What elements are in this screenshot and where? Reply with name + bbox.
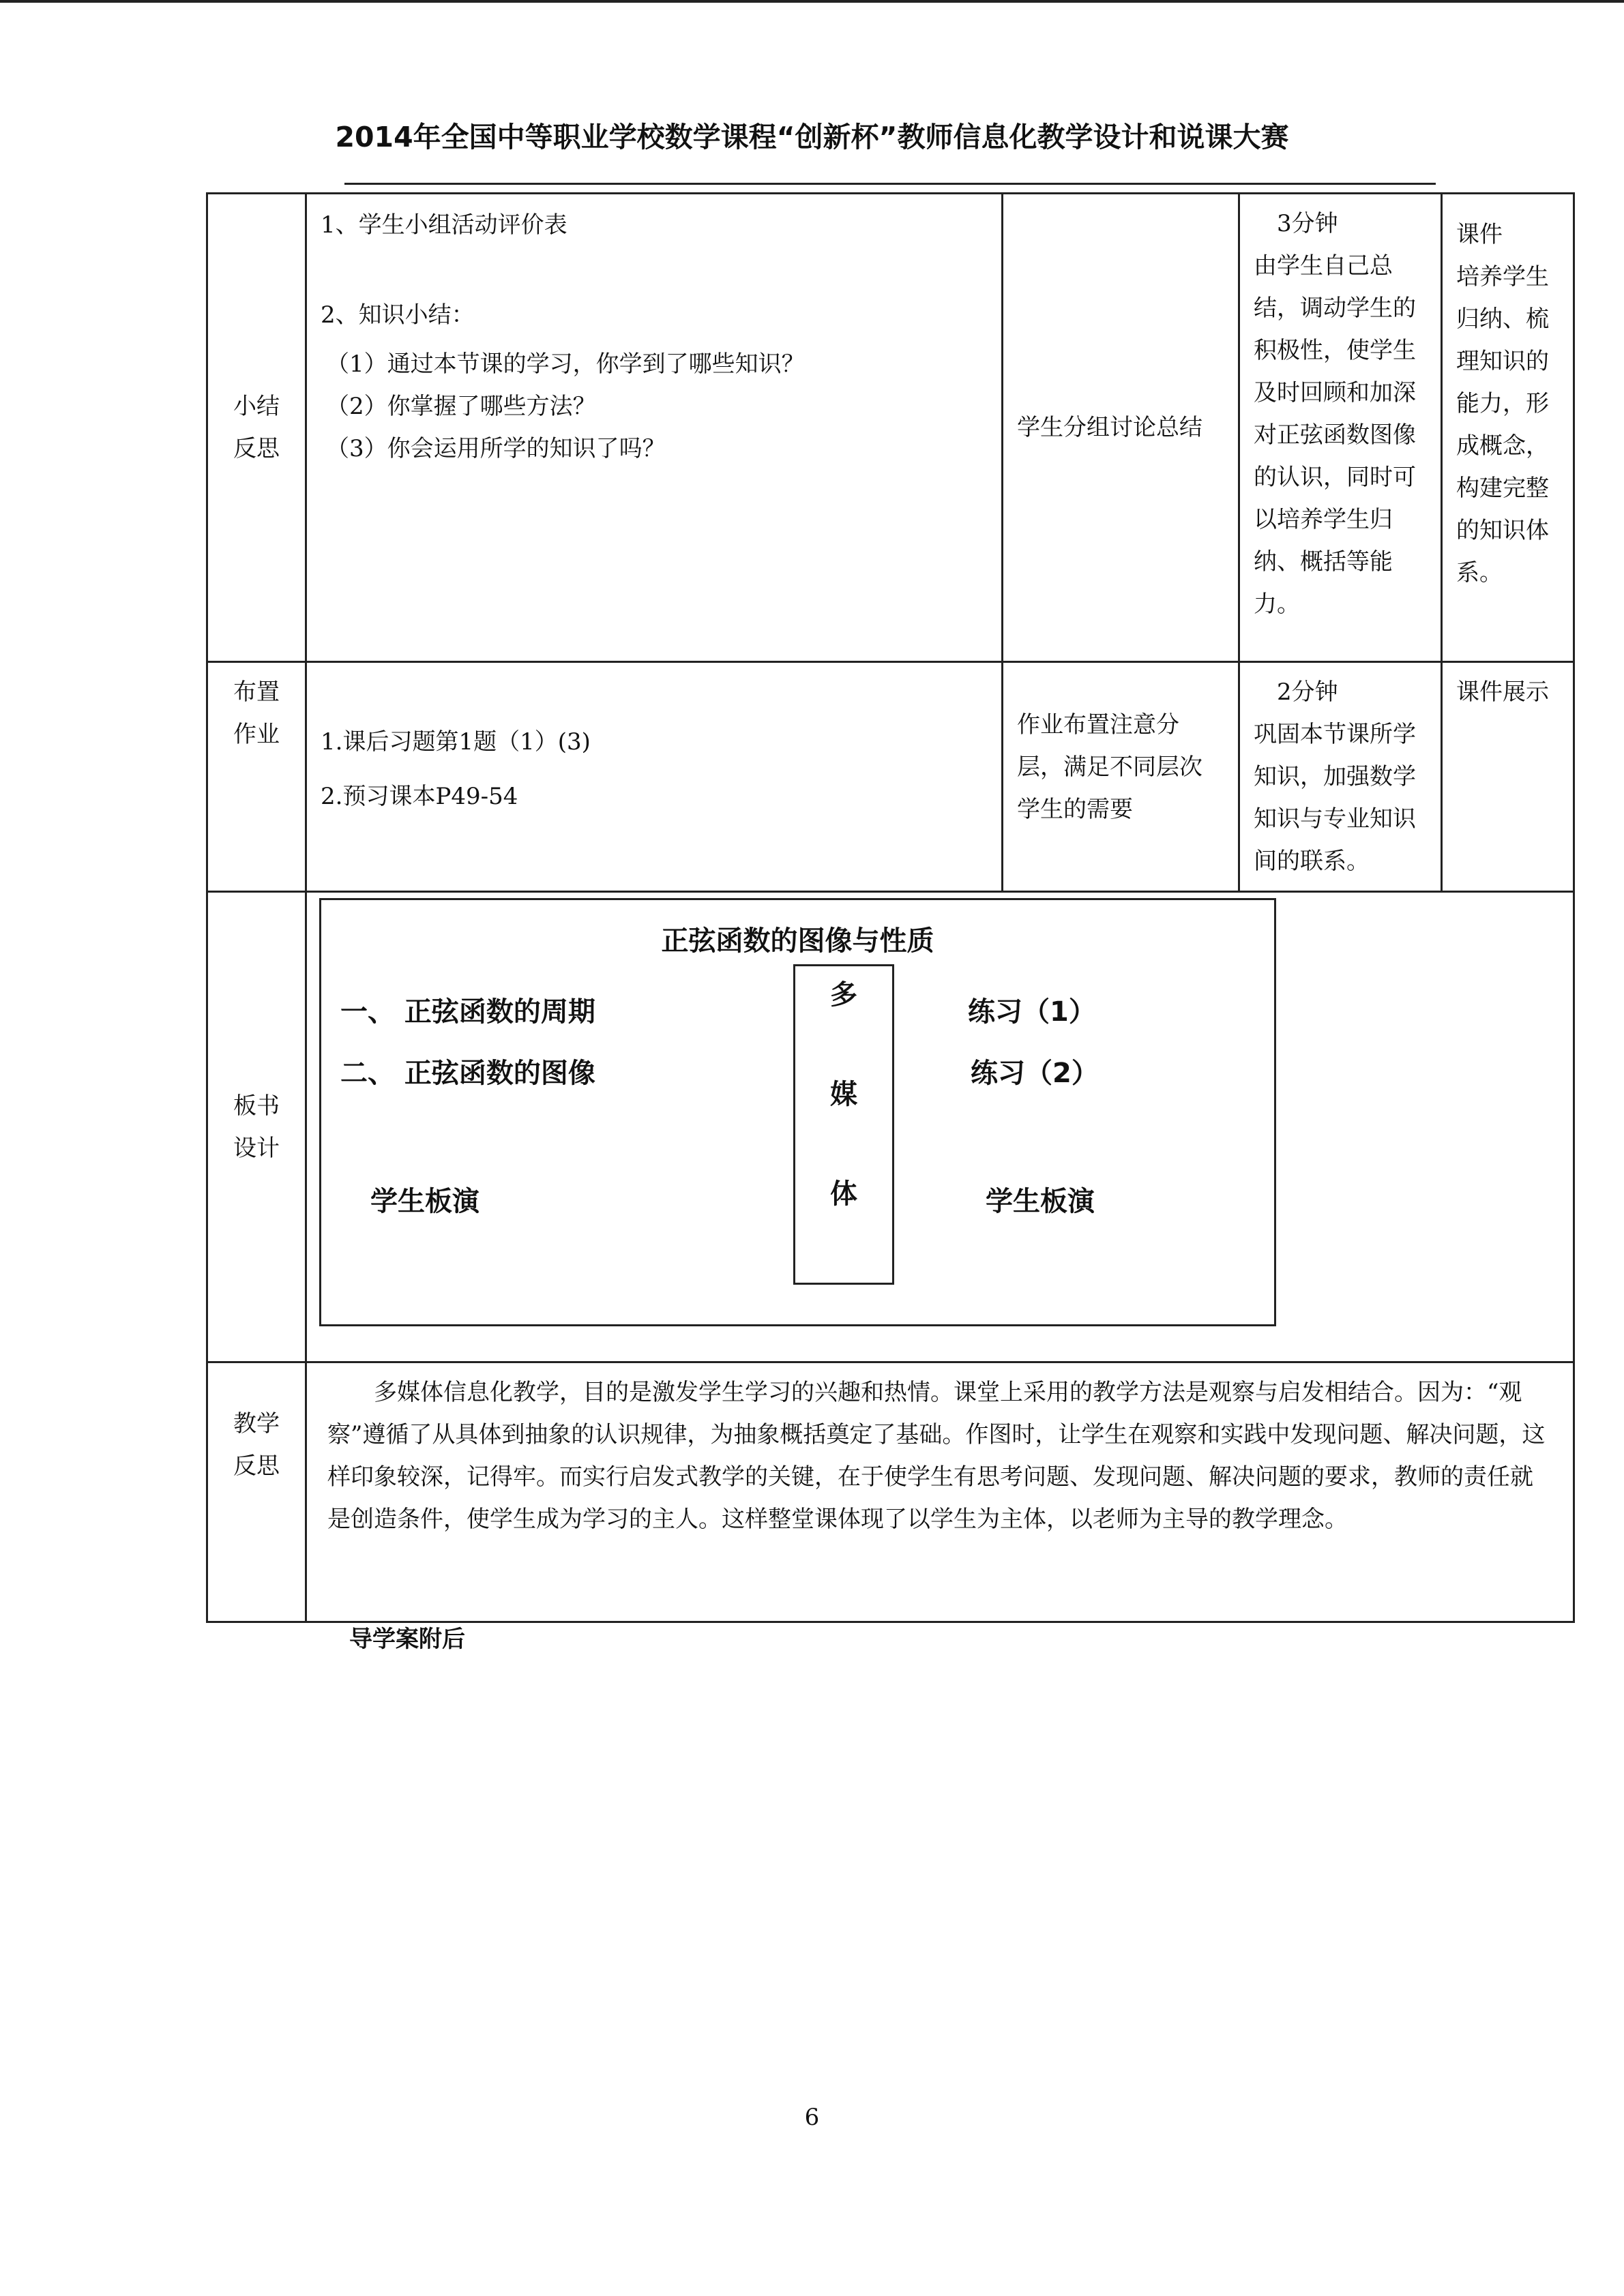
summary-time: 3分钟	[1277, 210, 1338, 237]
reflection-text-cell	[306, 1362, 1574, 1622]
homework-item-2: 2.预习课本P49-54	[321, 783, 518, 810]
summary-intent	[1239, 194, 1442, 662]
summary-sub-2: （2）你掌握了哪些方法？	[326, 393, 596, 420]
media-char-3: 体	[830, 1178, 857, 1210]
board-right-item-3: 学生板演	[986, 1186, 1095, 1217]
board-right-item-1: 练习（1）	[968, 996, 1096, 1028]
board-title: 正弦函数的图像与性质	[661, 925, 934, 957]
page-number: 6	[804, 2104, 820, 2131]
appendix-note: 导学案附后	[349, 1626, 465, 1653]
board-media-box	[793, 964, 894, 1285]
homework-student-activity: 作业布置注意分层，满足不同层次学生的需要	[1003, 662, 1239, 892]
reflection-label: 教学 反思	[207, 1362, 306, 1622]
board-design-box	[319, 898, 1276, 1326]
homework-row	[207, 662, 1574, 892]
board-left-item-2: 二、 正弦函数的图像	[340, 1058, 595, 1089]
summary-sub-1: （1）通过本节课的学习，你学到了哪些知识？	[326, 351, 805, 378]
homework-item-1: 1.课后习题第1题（1）(3)	[321, 728, 591, 756]
summary-label: 小结 反思	[207, 194, 306, 662]
homework-label: 布置 作业	[207, 662, 306, 892]
summary-media-text: 培养学生归纳、梳理知识的能力，形成概念，构建完整的知识体系。	[1456, 263, 1549, 586]
board-left-item-3: 学生板演	[370, 1186, 479, 1217]
homework-time: 2分钟	[1277, 679, 1338, 706]
summary-media	[1442, 194, 1574, 662]
homework-media: 课件展示	[1442, 662, 1574, 892]
media-char-1: 多	[830, 979, 857, 1011]
homework-content	[306, 662, 1003, 892]
summary-sub-3: （3）你会运用所学的知识了吗？	[326, 435, 666, 462]
reflection-text: 多媒体信息化教学，目的是激发学生学习的兴趣和热情。课堂上采用的教学方法是观察与启发相结合。因为：“观察”遵循了从具体到抽象的认识规律，为抽象概括奠定了基础。作图时，让学生在观察和实践中发现问题、解决问题，这样印象较深，记得牢。而实行启发式教学的关键，在于使学生有思考问题、发现问题、解决问题的要求，教师的责任就是创造条件，使学生成为学习的主人。这样整堂课体现了以学生为主体，以老师为主导的教学理念。	[327, 1379, 1546, 1533]
board-right-item-2: 练习（2）	[971, 1058, 1099, 1089]
summary-row	[207, 194, 1574, 662]
summary-item-1: 1、学生小组活动评价表	[321, 211, 567, 239]
header-rule	[344, 183, 1436, 185]
page-header-title: 2014年全国中等职业学校数学课程“创新杯”教师信息化教学设计和说课大赛	[335, 121, 1289, 153]
summary-media-title: 课件	[1456, 221, 1503, 248]
homework-intent-text: 巩固本节课所学知识，加强数学知识与专业知识间的联系。	[1254, 721, 1416, 875]
homework-intent	[1239, 662, 1442, 892]
board-left-item-1: 一、 正弦函数的周期	[340, 996, 595, 1028]
page-top-border	[0, 0, 1624, 3]
summary-intent-text: 由学生自己总结，调动学生的积极性，使学生及时回顾和加深对正弦函数图像的认识，同时可以培养学生归纳、概括等能力。	[1254, 252, 1416, 618]
summary-item-2: 2、知识小结：	[321, 301, 475, 329]
summary-student-activity: 学生分组讨论总结	[1003, 194, 1239, 662]
board-label: 板书 设计	[207, 892, 306, 1362]
summary-content	[306, 194, 1003, 662]
reflection-row	[207, 1362, 1574, 1622]
media-char-2: 媒	[830, 1079, 857, 1110]
